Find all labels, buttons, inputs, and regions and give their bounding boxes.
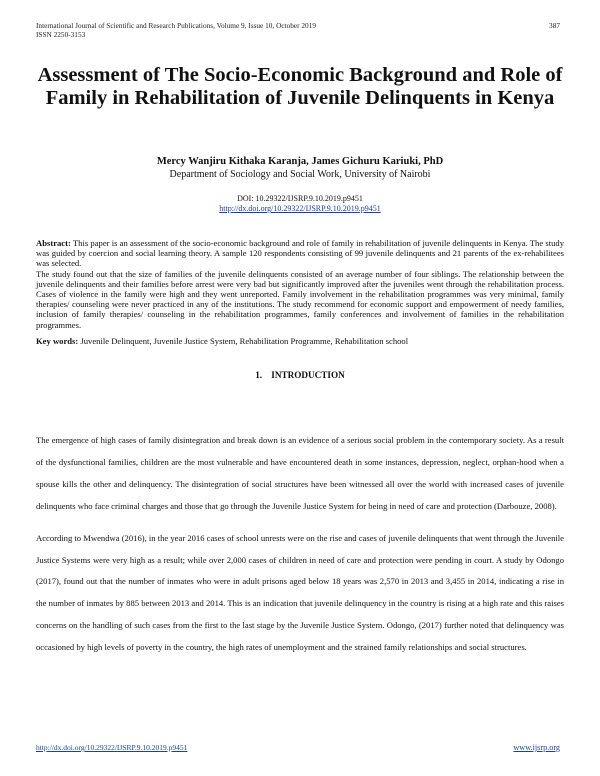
page-number: 387 [549,21,560,30]
intro-paragraph-2: According to Mwendwa (2016), in the year 2016 cases of school unrests were on the rise and cases of juvenile delinquents that went through the Juvenile Justice Systems were very high as a result; while over 2,000 cases of children in need of care and protection were pending in court. A study by Odongo (2017), found out that the number of inmates who were in adult prisons aged below 18 years was 2,570 in 2013 and 3,455 in 2014, indicating a rise in the number of inmates by 885 between 2013 and 2014. This is an indication that juvenile delinquency in the country is rising at a high rate and this raises concerns on the handling of such cases from the first to the last stage by the Juvenile Justice System. Odongo, (2017) further noted that delinquency was occasioned by high levels of poverty in the country, the high rates of unemployment and the strained family relationships and social structures. [36,532,564,653]
footer-doi-link[interactable]: http://dx.doi.org/10.29322/IJSRP.9.10.2019.p9451 [36,743,188,752]
abstract [36,238,564,330]
footer-site-link[interactable]: www.ijsrp.org [513,743,560,752]
abstract-paragraph-2: The study found out that the size of families of the juvenile delinquents consisted of an average number of four siblings. The relationship between the juvenile delinquents and their families before arrest were very bad but significantly improved after the juveniles went through the rehabilitation process. Cases of violence in the family were high and they went unreported. Family involvement in the rehabilitation programmes was very minimal, family therapies/ counseling were never practiced in any of the institutions. The study recommend for economic support and empowerment of needy families, inclusion of family therapies/ counseling in the rehabilitation programmes, family conferences and involvement of families in the rehabilitation programmes. [36,268,564,330]
intro-paragraph-1: The emergence of high cases of family disintegration and break down is an evidence of a serious social problem in the contemporary society. As a result of the dysfunctional families, children are the most vulnerable and have encountered death in some instances, depression, neglect, orphan-hood when a spouse kills the other and delinquency. The disintegration of social structures have been witnessed all over the world with increased cases of juvenile delinquents who face criminal charges and those that go through the Juvenile Justice System for being in need of care and protection (Darbouze, 2008). [36,435,564,511]
doi-text: DOI: 10.29322/IJSRP.9.10.2019.p9451 [237,194,363,203]
journal-name: International Journal of Scientific and Research Publications, Volume 9, Issue 10, October 2019 [36,21,316,30]
footer-site [513,743,560,752]
paper-title: Assessment of The Socio-Economic Background and Role of Family in Rehabilitation of Juvenile Delinquents in Kenya [37,64,563,109]
keywords [36,336,564,346]
introduction-body [36,430,564,669]
affiliation: Department of Sociology and Social Work, University of Nairobi [169,169,431,180]
doi-block [30,194,570,214]
keywords-text: Juvenile Delinquent, Juvenile Justice System, Rehabilitation Programme, Rehabilitation school [80,336,409,346]
section-title: INTRODUCTION [271,370,345,380]
keywords-label: Key words: [36,336,79,346]
doi-link[interactable]: http://dx.doi.org/10.29322/IJSRP.9.10.2019.p9451 [219,204,381,213]
issn: ISSN 2250-3153 [36,30,86,39]
section-number: 1. [255,370,263,380]
abstract-paragraph-1 [36,238,564,269]
authors: Mercy Wanjiru Kithaka Karanja, James Gichuru Kariuki, PhD [156,156,444,167]
running-header [36,21,316,39]
section-heading [30,370,570,380]
abstract-text-1: This paper is an assessment of the socio-economic background and role of family in rehabilitation of juvenile delinquents in Kenya. The study was guided by coercion and social learning theory. A sample 120 respondents consisting of 99 juvenile delinquents and 21 parents of the ex-rehabilitees was selected. [36,238,565,269]
abstract-label: Abstract: [36,238,71,248]
footer-doi [36,743,187,752]
